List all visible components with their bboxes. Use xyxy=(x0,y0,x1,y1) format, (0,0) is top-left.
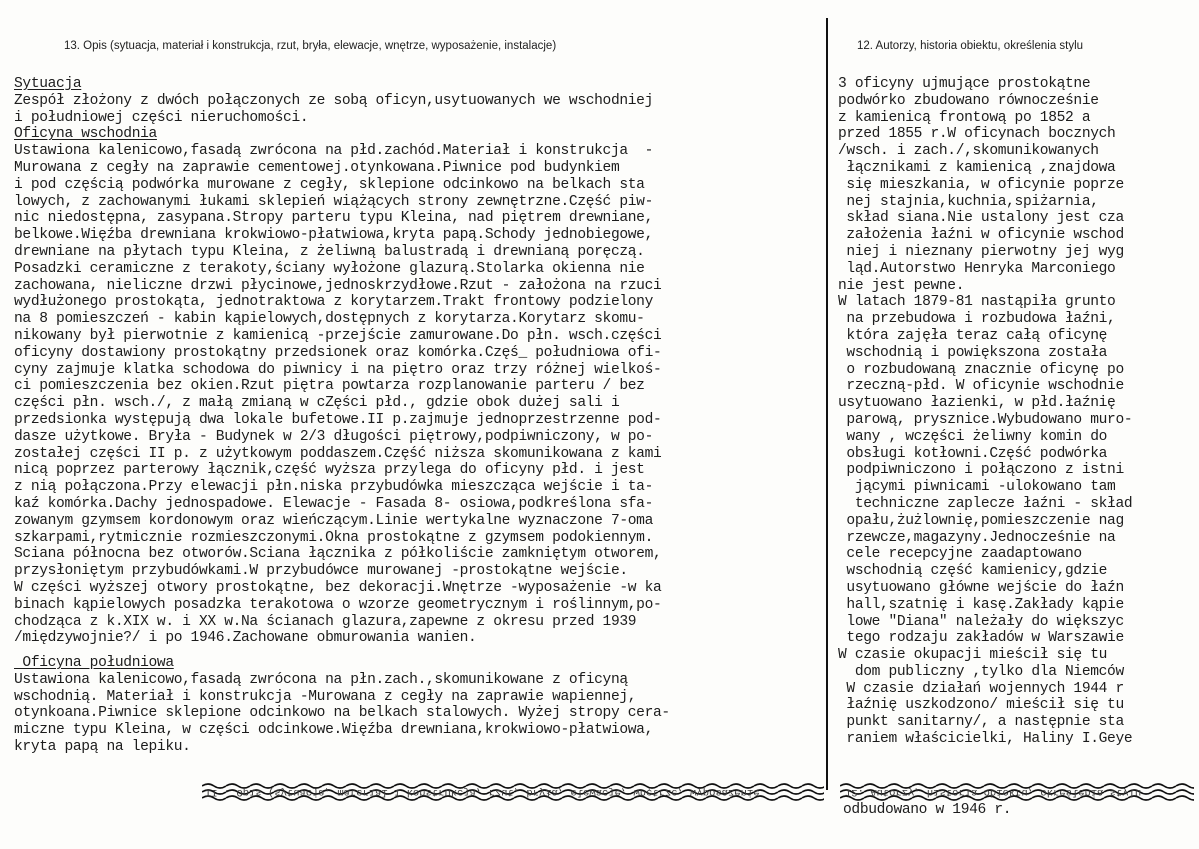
footer-note: odbudowano w 1946 r. xyxy=(843,802,1012,818)
text-line: dom publiczny ,tylko dla Niemców xyxy=(838,663,1124,680)
text-line: obsługi kotłowni.Część podwórka xyxy=(838,445,1108,462)
section-heading: Sytuacja xyxy=(14,76,82,92)
text-line: lowych, z zachowanymi łukami sklepień wiążących strony zewnętrzne.Część piw- xyxy=(14,193,653,210)
text-line: W części wyższej otwory prostokątne, bez dekoracji.Wnętrze -wyposażenie -w ka xyxy=(14,579,662,596)
text-line: na przebudowa i rozbudowa łaźni, xyxy=(838,311,1116,328)
history-column xyxy=(838,76,1196,748)
text-line: ci pomieszczenia bez okien.Rzut piętra powtarza rozplanowanie parteru / bez xyxy=(14,378,645,395)
text-line: podpiwniczono i połączono z istni xyxy=(838,462,1124,479)
text-line: łaźnię uszkodzono/ mieścił się tu xyxy=(838,697,1124,714)
text-line: rzeczną-płd. W oficynie wschodnie xyxy=(838,378,1124,395)
text-line: belkowe.Więźba drewniana krokwiowo-płatwiowa,kryta papą.Schody jednobiegowe, xyxy=(14,227,653,244)
text-line: otynkoana.Piwnice sklepione odcinkowo na belkach stalowych. Wyżej stropy cera- xyxy=(14,705,670,722)
text-line: przysłoniętym przybudówkami.W przybudówce murowanej -prostokątne wejście. xyxy=(14,563,628,580)
section-heading: Oficyna południowa xyxy=(14,655,174,672)
text-line: punkt sanitarny/, a następnie sta xyxy=(838,714,1124,731)
text-line: Sciana północna bez otworów.Sciana łącznika z półkoliście zamkniętym otworem, xyxy=(14,546,662,563)
mirrored-bleed-text-right: 12. Autorzy, historia obiektu, określenia stylu xyxy=(845,786,1142,798)
text-line: kaź komórka.Dachy jednospadowe. Elewacje - Fasada 8- osiowa,podkreślona sfa- xyxy=(14,495,653,512)
column-divider xyxy=(826,18,828,790)
text-line: na 8 pomieszczeń - kabin kąpielowych,dostępnych z korytarza.Korytarz skomu- xyxy=(14,311,645,328)
text-line: z nią połączona.Przy elewacji płn.niska przybudówka mieszcząca wejście i ta- xyxy=(14,479,653,496)
text-line: założenia łaźni w oficynie wschod xyxy=(838,227,1124,244)
text-line: nic niedostępna, zasypana.Stropy parteru typu Kleina, nad piętrem drewniane, xyxy=(14,210,653,227)
text-line: Ustawiona kalenicowo,fasadą zwrócona na płn.zach.,skomunikowane z oficyną xyxy=(14,671,628,688)
text-line: parową, prysznice.Wybudowano muro- xyxy=(838,411,1133,428)
text-line: zowanym gzymsem kordonowym oraz wieńczącym.Linie wertykalne wyznaczone 7-oma xyxy=(14,512,653,529)
text-line: szkarpami,rytmicznie rozmieszczonymi.Okna prostokątne z gzymsem podokiennym. xyxy=(14,529,653,546)
text-line: W latach 1879-81 nastąpiła grunto xyxy=(838,294,1116,311)
text-line: ląd.Autorstwo Henryka Marconiego xyxy=(838,260,1116,277)
text-line: Murowana z cegły na zaprawie cementowej.otynkowana.Piwnice pod budynkiem xyxy=(14,159,620,176)
text-line: opału,żużlownię,pomieszczenie nag xyxy=(838,512,1124,529)
text-line: podwórko zbudowano równocześnie xyxy=(838,92,1099,109)
text-line: która zajęła teraz całą oficynę xyxy=(838,327,1108,344)
text-line: części płn. wsch./, z małą zmianą w cZęści płd., gdzie obok dużej sali i xyxy=(14,395,620,412)
text-line: cele recepcyjne zaadaptowano xyxy=(838,546,1082,563)
text-line: o rozbudowaną znacznie oficynę po xyxy=(838,361,1124,378)
text-line: miczne typu Kleina, w części odcinkowe.Więźba drewniana,krokwiowo-płatwiowa, xyxy=(14,722,653,739)
text-line: wschodnią część kamienicy,gdzie xyxy=(838,563,1108,580)
mirrored-bleed-text-left: II . Opis (sytuacja, materiał i konstrukcja, rzut, bryła, elewacje, wnętrze, wyposażenie xyxy=(205,786,760,798)
text-line: W czasie działań wojennych 1944 r xyxy=(838,680,1124,697)
description-column xyxy=(14,76,822,756)
text-line: przed 1855 r.W oficynach bocznych xyxy=(838,126,1116,143)
text-line: zostałej części II p. z użytkowym poddaszem.Część niższa skomunikowana z kami xyxy=(14,445,662,462)
text-line: techniczne zaplecze łaźni - skład xyxy=(838,495,1133,512)
text-line: nie jest pewne. xyxy=(838,277,965,294)
text-line: drewniane na płytach typu Kleina, z żeliwną balustradą i drewnianą poręczą. xyxy=(14,243,645,260)
text-line: usytuowano główne wejście do łaźn xyxy=(838,579,1124,596)
text-line: zachowana, nieliczne drzwi płycinowe,jednoskrzydłowe.Rzut - założona na rzuci xyxy=(14,277,662,294)
text-line: oficyny dostawiony prostokątny przedsionek oraz komórka.Częś_ południowa ofi- xyxy=(14,344,662,361)
text-line: kryta papą na lepiku. xyxy=(14,739,191,756)
text-line: wany , wczęści żeliwny komin do xyxy=(838,428,1108,445)
text-line: łącznikami z kamienicą ,znajdowa xyxy=(838,159,1116,176)
text-line: wschodnią i powiększona została xyxy=(838,344,1108,361)
section-13-header: 13. Opis (sytuacja, materiał i konstrukcja, rzut, bryła, elewacje, wnętrze, wyposażenie, instalacje) xyxy=(64,40,557,52)
text-line: usytuowano łazienki, w płd.łaźnię xyxy=(838,395,1116,412)
text-line: /wsch. i zach./,skomunikowanych xyxy=(838,143,1099,160)
text-line: wydłużonego prostokąta, jednotraktowa z korytarzem.Trakt frontowy podzielony xyxy=(14,294,653,311)
text-line: binach kąpielowych posadzka terakotowa o wzorze geometrycznym i roślinnym,po- xyxy=(14,596,662,613)
text-line: lowe "Diana" należały do większyc xyxy=(838,613,1124,630)
text-line: tego rodzaju zakładów w Warszawie xyxy=(838,630,1124,647)
text-line: cyny zajmuje klatka schodowa do piwnicy i na piętro oraz trzy różnej wielkoś- xyxy=(14,361,662,378)
text-line: Posadzki ceramiczne z terakoty,ściany wyłożone glazurą.Stolarka okienna nie xyxy=(14,260,645,277)
text-line: i pod częścią podwórka murowane z cegły, sklepione odcinkowo na belkach sta xyxy=(14,176,645,193)
text-line: jącymi piwnicami -ulokowano tam xyxy=(838,479,1116,496)
text-line: 3 oficyny ujmujące prostokątne xyxy=(838,76,1091,92)
text-line: wschodnią. Materiał i konstrukcja -Murowana z cegły na zaprawie wapiennej, xyxy=(14,688,637,705)
text-line: raniem właścicielki, Haliny I.Geye xyxy=(838,731,1133,748)
text-line: i południowej części nieruchomości. xyxy=(14,109,309,126)
text-line: hall,szatnię i kasę.Zakłady kąpie xyxy=(838,596,1124,613)
text-line: Ustawiona kalenicowo,fasadą zwrócona na płd.zachód.Materiał i konstrukcja - xyxy=(14,143,653,160)
text-line: skład siana.Nie ustalony jest cza xyxy=(838,210,1124,227)
text-line: W czasie okupacji mieścił się tu xyxy=(838,647,1108,664)
section-heading: Oficyna wschodnia xyxy=(14,126,157,143)
text-line: niej i nieznany pierwotny jej wyg xyxy=(838,243,1124,260)
text-line: przedsionka występują dwa lokale bufetowe.II p.zajmuje jednoprzestrzenne pod- xyxy=(14,411,662,428)
text-line: Zespół złożony z dwóch połączonych ze sobą oficyn,usytuowanych we wschodniej xyxy=(14,92,653,109)
text-line: /międzywojnie?/ i po 1946.Zachowane obmurowania wanien. xyxy=(14,630,477,647)
text-line: dasze użytkowe. Bryła - Budynek w 2/3 długości piętrowy,podpiwniczony, w po- xyxy=(14,428,653,445)
text-line: nikowany był pierwotnie z kamienicą -przejście zamurowane.Do płn. wsch.części xyxy=(14,327,662,344)
text-line: się mieszkania, w oficynie poprze xyxy=(838,176,1124,193)
text-line: nicą poprzez parterowy łącznik,część wyższa przylega do oficyny płd. i jest xyxy=(14,462,645,479)
section-12-header: 12. Autorzy, historia obiektu, określenia stylu xyxy=(857,40,1084,52)
text-line: chodząca z k.XIX w. i XX w.Na ścianach glazura,zapewne z okresu przed 1939 xyxy=(14,613,637,630)
text-line: rzewcze,magazyny.Jednocześnie na xyxy=(838,529,1116,546)
text-line: z kamienicą frontową po 1852 a xyxy=(838,109,1091,126)
text-line: nej stajnia,kuchnia,spiżarnia, xyxy=(838,193,1099,210)
text-line xyxy=(14,647,822,655)
